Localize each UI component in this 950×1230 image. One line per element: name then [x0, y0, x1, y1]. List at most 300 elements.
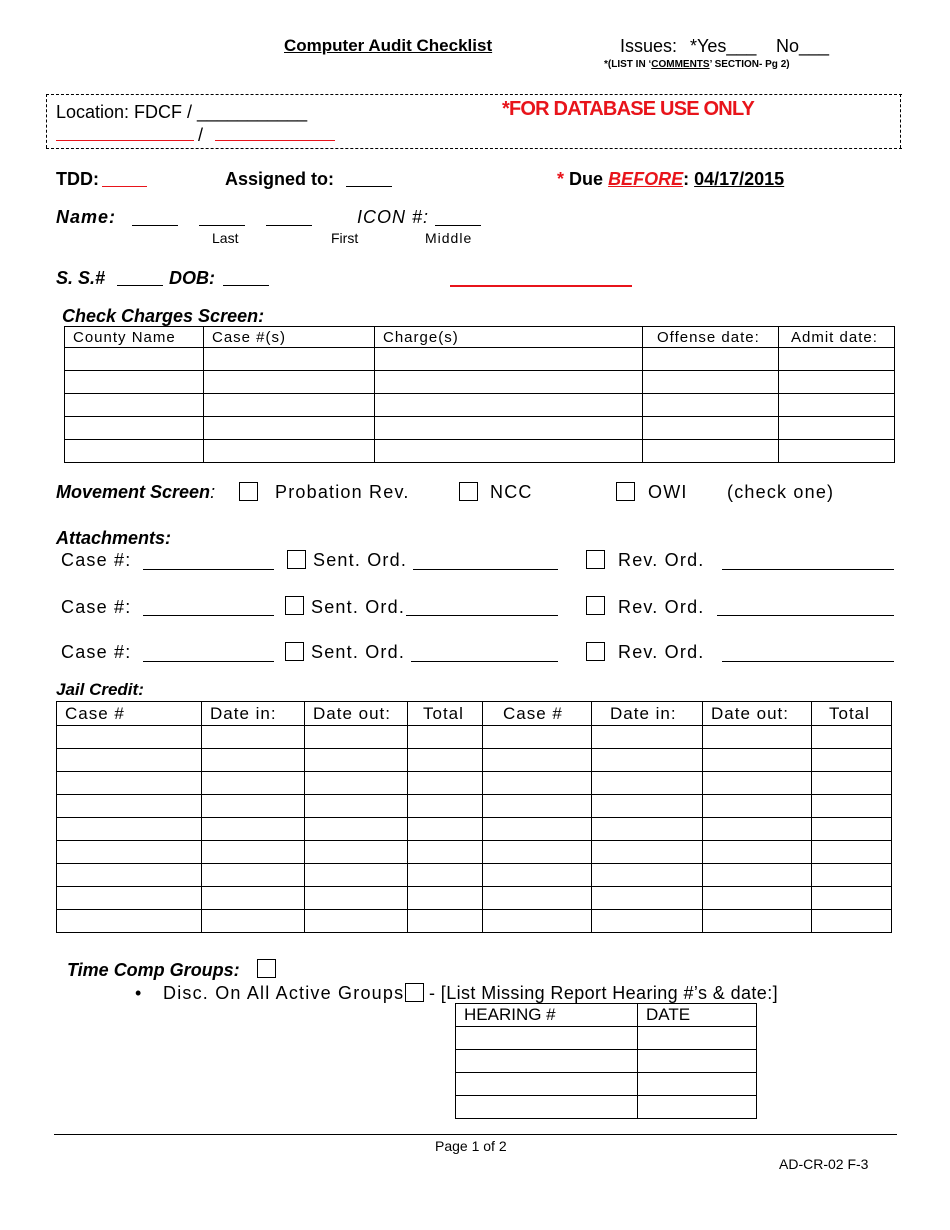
table-cell[interactable] — [375, 440, 643, 463]
table-cell-input[interactable] — [416, 865, 474, 885]
jail-credit-row — [57, 841, 892, 864]
due-label: Due — [569, 169, 604, 189]
table-cell-input[interactable] — [787, 349, 886, 369]
table-cell[interactable] — [703, 795, 812, 818]
table-cell-input[interactable] — [711, 911, 803, 931]
table-cell[interactable] — [202, 772, 305, 795]
table-cell-input[interactable] — [416, 727, 474, 747]
time-comp-checkbox[interactable] — [257, 959, 276, 978]
attachment-sent-label: Sent. Ord. — [313, 550, 408, 570]
table-cell-input[interactable] — [711, 819, 803, 839]
table-cell-input[interactable] — [491, 842, 583, 862]
table-cell[interactable] — [592, 910, 703, 933]
table-cell-input[interactable] — [416, 796, 474, 816]
red-signature-blank[interactable] — [450, 285, 632, 287]
table-cell[interactable] — [703, 910, 812, 933]
table-cell-input[interactable] — [651, 418, 770, 438]
table-cell-input[interactable] — [651, 441, 770, 461]
table-cell[interactable] — [456, 1073, 638, 1096]
table-cell-input[interactable] — [73, 418, 195, 438]
table-cell-input[interactable] — [73, 395, 195, 415]
table-cell[interactable] — [643, 371, 779, 394]
tdd-label: TDD: — [56, 169, 99, 189]
table-cell[interactable] — [202, 749, 305, 772]
table-cell-input[interactable] — [313, 773, 399, 793]
table-cell[interactable] — [483, 910, 592, 933]
movement-probation-checkbox[interactable] — [239, 482, 258, 501]
table-cell[interactable] — [375, 371, 643, 394]
table-cell-input[interactable] — [313, 750, 399, 770]
table-cell-input[interactable] — [820, 773, 883, 793]
table-cell-input[interactable] — [210, 727, 296, 747]
table-cell[interactable] — [65, 371, 204, 394]
page-number: Page 1 of 2 — [435, 1138, 507, 1154]
table-cell-input[interactable] — [65, 865, 193, 885]
attachment-sent-checkbox[interactable] — [285, 596, 304, 615]
time-comp-title: Time Comp Groups: — [67, 960, 240, 980]
table-cell-input[interactable] — [383, 418, 634, 438]
table-cell-input[interactable] — [491, 865, 583, 885]
movement-probation-label: Probation Rev. — [275, 482, 410, 502]
table-cell-input[interactable] — [464, 1051, 629, 1071]
table-cell[interactable] — [408, 841, 483, 864]
table-cell[interactable] — [638, 1073, 757, 1096]
table-cell-input[interactable] — [651, 349, 770, 369]
table-cell[interactable] — [305, 818, 408, 841]
table-cell-input[interactable] — [787, 395, 886, 415]
attachment-sent-checkbox[interactable] — [287, 550, 306, 569]
ssn-label: S. S.# — [56, 268, 106, 288]
table-cell-input[interactable] — [210, 796, 296, 816]
table-cell[interactable] — [204, 348, 375, 371]
issues-yes[interactable]: *Yes___ — [690, 36, 757, 56]
location-red-blank-2[interactable] — [215, 140, 335, 141]
table-cell-input[interactable] — [73, 441, 195, 461]
table-cell-input[interactable] — [646, 1028, 748, 1048]
attachment-rev-blank[interactable] — [722, 661, 894, 662]
charges-row — [65, 394, 895, 417]
attachment-sent-label: Sent. Ord. — [311, 642, 406, 662]
table-cell-input[interactable] — [212, 372, 366, 392]
location-red-blank-1[interactable] — [56, 140, 194, 141]
jail-credit-row — [57, 887, 892, 910]
table-cell-input[interactable] — [651, 395, 770, 415]
table-cell[interactable] — [812, 864, 892, 887]
table-cell[interactable] — [812, 910, 892, 933]
table-cell-input[interactable] — [73, 372, 195, 392]
table-cell[interactable] — [202, 910, 305, 933]
table-cell-input[interactable] — [313, 865, 399, 885]
hearing-row — [456, 1050, 757, 1073]
table-cell[interactable] — [57, 818, 202, 841]
table-cell-input[interactable] — [711, 727, 803, 747]
table-cell-input[interactable] — [210, 842, 296, 862]
table-cell-input[interactable] — [210, 750, 296, 770]
table-cell-input[interactable] — [210, 888, 296, 908]
table-cell-input[interactable] — [383, 395, 634, 415]
table-cell-input[interactable] — [646, 1074, 748, 1094]
attachment-sent-blank[interactable] — [406, 615, 558, 616]
jail-header-date-out-1: Date out: — [305, 702, 408, 726]
table-cell-input[interactable] — [65, 773, 193, 793]
table-cell-input[interactable] — [600, 819, 694, 839]
attachment-case-label: Case #: — [61, 597, 132, 617]
table-cell-input[interactable] — [600, 911, 694, 931]
jail-credit-row — [57, 772, 892, 795]
table-cell[interactable] — [703, 841, 812, 864]
table-cell[interactable] — [57, 749, 202, 772]
table-cell-input[interactable] — [646, 1051, 748, 1071]
table-cell-input[interactable] — [210, 819, 296, 839]
jail-header-date-in-2: Date in: — [592, 702, 703, 726]
table-cell-input[interactable] — [646, 1097, 748, 1117]
table-cell[interactable] — [57, 887, 202, 910]
table-cell[interactable] — [204, 394, 375, 417]
table-cell-input[interactable] — [65, 796, 193, 816]
jail-credit-header-row — [57, 702, 892, 726]
movement-owi-checkbox[interactable] — [616, 482, 635, 501]
table-cell-input[interactable] — [820, 865, 883, 885]
dob-blank[interactable] — [223, 285, 269, 286]
table-cell[interactable] — [456, 1096, 638, 1119]
jail-credit-row — [57, 910, 892, 933]
table-cell-input[interactable] — [491, 773, 583, 793]
table-cell[interactable] — [592, 749, 703, 772]
table-cell[interactable] — [305, 726, 408, 749]
table-cell[interactable] — [375, 394, 643, 417]
attachment-sent-checkbox[interactable] — [285, 642, 304, 661]
table-cell[interactable] — [305, 772, 408, 795]
table-cell-input[interactable] — [212, 441, 366, 461]
table-cell-input[interactable] — [491, 888, 583, 908]
attachment-rev-blank[interactable] — [717, 615, 894, 616]
attachment-case-blank[interactable] — [143, 569, 274, 570]
table-cell-input[interactable] — [820, 842, 883, 862]
attachment-case-blank[interactable] — [143, 615, 274, 616]
table-cell[interactable] — [812, 887, 892, 910]
table-cell[interactable] — [779, 417, 895, 440]
table-cell-input[interactable] — [416, 911, 474, 931]
table-cell-input[interactable] — [711, 796, 803, 816]
table-cell-input[interactable] — [820, 819, 883, 839]
attachment-rev-checkbox[interactable] — [586, 550, 605, 569]
table-cell[interactable] — [483, 749, 592, 772]
table-cell-input[interactable] — [600, 773, 694, 793]
table-cell-input[interactable] — [416, 842, 474, 862]
table-cell-input[interactable] — [210, 911, 296, 931]
table-cell[interactable] — [202, 887, 305, 910]
table-cell-input[interactable] — [491, 911, 583, 931]
table-cell[interactable] — [812, 749, 892, 772]
table-cell[interactable] — [703, 887, 812, 910]
charges-header-row — [65, 327, 895, 348]
table-cell[interactable] — [57, 864, 202, 887]
table-cell[interactable] — [204, 371, 375, 394]
table-cell-input[interactable] — [416, 819, 474, 839]
table-cell[interactable] — [638, 1096, 757, 1119]
table-cell-input[interactable] — [313, 727, 399, 747]
jail-credit-row — [57, 726, 892, 749]
attachment-sent-blank[interactable] — [411, 661, 558, 662]
table-cell[interactable] — [643, 394, 779, 417]
table-cell[interactable] — [57, 772, 202, 795]
name-first-blank[interactable] — [199, 225, 245, 226]
table-cell[interactable] — [456, 1050, 638, 1073]
table-cell[interactable] — [305, 749, 408, 772]
table-cell[interactable] — [483, 772, 592, 795]
table-cell-input[interactable] — [820, 727, 883, 747]
hearing-header-row — [456, 1004, 757, 1027]
table-cell[interactable] — [202, 726, 305, 749]
table-cell-input[interactable] — [383, 441, 634, 461]
table-cell[interactable] — [703, 726, 812, 749]
table-cell[interactable] — [65, 394, 204, 417]
table-cell[interactable] — [703, 772, 812, 795]
footer-divider — [54, 1134, 897, 1135]
table-cell[interactable] — [408, 726, 483, 749]
icon-number-blank[interactable] — [435, 225, 481, 226]
table-cell-input[interactable] — [711, 842, 803, 862]
table-cell[interactable] — [202, 795, 305, 818]
table-cell-input[interactable] — [711, 865, 803, 885]
table-cell[interactable] — [305, 841, 408, 864]
name-last-blank[interactable] — [132, 225, 178, 226]
middle-caption: Middle — [425, 230, 473, 246]
table-cell[interactable] — [408, 887, 483, 910]
hearing-row — [456, 1027, 757, 1050]
disc-active-groups-checkbox[interactable] — [405, 983, 424, 1002]
table-cell-input[interactable] — [820, 911, 883, 931]
table-cell-input[interactable] — [491, 796, 583, 816]
note-prefix: *(LIST IN ‘ — [604, 59, 652, 70]
table-cell-input[interactable] — [711, 773, 803, 793]
table-cell[interactable] — [592, 864, 703, 887]
jail-credit-table — [56, 701, 892, 933]
form-code: AD-CR-02 F-3 — [779, 1156, 869, 1172]
table-cell[interactable] — [483, 841, 592, 864]
charges-header-county: County Name — [65, 327, 204, 348]
table-cell-input[interactable] — [711, 888, 803, 908]
assigned-label: Assigned to: — [225, 169, 335, 189]
location-slash: / — [198, 125, 204, 145]
attachment-rev-blank[interactable] — [722, 569, 894, 570]
movement-label-wrap — [56, 482, 215, 503]
table-cell[interactable] — [202, 841, 305, 864]
table-cell[interactable] — [812, 841, 892, 864]
table-cell[interactable] — [204, 417, 375, 440]
name-middle-blank[interactable] — [266, 225, 312, 226]
table-cell-input[interactable] — [651, 372, 770, 392]
table-cell-input[interactable] — [65, 911, 193, 931]
table-cell-input[interactable] — [600, 796, 694, 816]
table-cell-input[interactable] — [464, 1028, 629, 1048]
table-cell-input[interactable] — [491, 727, 583, 747]
jail-credit-row — [57, 864, 892, 887]
table-cell[interactable] — [483, 726, 592, 749]
table-cell-input[interactable] — [491, 819, 583, 839]
table-cell-input[interactable] — [313, 911, 399, 931]
table-cell[interactable] — [202, 864, 305, 887]
due-row — [557, 169, 784, 190]
table-cell-input[interactable] — [313, 819, 399, 839]
table-cell[interactable] — [483, 818, 592, 841]
movement-note: (check one) — [727, 482, 835, 502]
bullet-icon: • — [135, 983, 142, 1003]
table-cell[interactable] — [375, 417, 643, 440]
table-cell[interactable] — [408, 818, 483, 841]
table-cell[interactable] — [779, 371, 895, 394]
table-cell-input[interactable] — [600, 750, 694, 770]
table-cell-input[interactable] — [820, 888, 883, 908]
attachment-rev-checkbox[interactable] — [586, 642, 605, 661]
table-cell[interactable] — [812, 726, 892, 749]
table-cell[interactable] — [408, 772, 483, 795]
table-cell[interactable] — [638, 1050, 757, 1073]
table-cell[interactable] — [456, 1027, 638, 1050]
table-cell-input[interactable] — [711, 750, 803, 770]
table-cell[interactable] — [703, 864, 812, 887]
jail-credit-row — [57, 795, 892, 818]
attachment-rev-checkbox[interactable] — [586, 596, 605, 615]
charges-header-charges: Charge(s) — [375, 327, 643, 348]
table-cell[interactable] — [65, 348, 204, 371]
due-before: BEFORE — [608, 169, 684, 189]
table-cell[interactable] — [592, 887, 703, 910]
table-cell-input[interactable] — [787, 441, 886, 461]
table-cell[interactable] — [305, 887, 408, 910]
table-cell[interactable] — [592, 841, 703, 864]
table-cell[interactable] — [57, 795, 202, 818]
table-cell-input[interactable] — [65, 750, 193, 770]
table-cell-input[interactable] — [600, 888, 694, 908]
table-cell[interactable] — [592, 772, 703, 795]
table-cell-input[interactable] — [464, 1097, 629, 1117]
table-cell-input[interactable] — [464, 1074, 629, 1094]
table-cell-input[interactable] — [820, 750, 883, 770]
icon-number-label: ICON #: — [357, 207, 430, 227]
attachment-sent-label: Sent. Ord. — [311, 597, 406, 617]
ssn-blank[interactable] — [117, 285, 163, 286]
table-cell-input[interactable] — [820, 796, 883, 816]
table-cell[interactable] — [643, 348, 779, 371]
table-cell[interactable] — [408, 864, 483, 887]
table-cell[interactable] — [638, 1027, 757, 1050]
table-cell-input[interactable] — [65, 819, 193, 839]
table-cell-input[interactable] — [73, 349, 195, 369]
table-cell-input[interactable] — [416, 750, 474, 770]
table-cell-input[interactable] — [313, 888, 399, 908]
assigned-blank[interactable] — [346, 186, 392, 187]
table-cell[interactable] — [204, 440, 375, 463]
table-cell-input[interactable] — [65, 842, 193, 862]
attachment-case-blank[interactable] — [143, 661, 274, 662]
table-cell-input[interactable] — [600, 727, 694, 747]
table-cell[interactable] — [483, 795, 592, 818]
table-cell[interactable] — [408, 749, 483, 772]
table-cell[interactable] — [812, 772, 892, 795]
table-cell-input[interactable] — [600, 865, 694, 885]
table-cell[interactable] — [592, 818, 703, 841]
attachment-rev-label: Rev. Ord. — [618, 550, 705, 570]
jail-header-date-in-1: Date in: — [202, 702, 305, 726]
table-cell[interactable] — [592, 726, 703, 749]
table-cell[interactable] — [305, 864, 408, 887]
table-cell-input[interactable] — [787, 372, 886, 392]
table-cell-input[interactable] — [210, 773, 296, 793]
table-cell-input[interactable] — [600, 842, 694, 862]
table-cell[interactable] — [57, 841, 202, 864]
table-cell-input[interactable] — [65, 888, 193, 908]
location-label: Location: FDCF / ___________ — [56, 102, 308, 122]
table-cell[interactable] — [703, 749, 812, 772]
table-cell-input[interactable] — [212, 395, 366, 415]
missing-report-note: - [List Missing Report Hearing #’s & date:] — [429, 983, 779, 1003]
table-cell[interactable] — [483, 864, 592, 887]
table-cell[interactable] — [779, 348, 895, 371]
table-cell-input[interactable] — [383, 349, 634, 369]
table-cell[interactable] — [779, 440, 895, 463]
table-cell-input[interactable] — [212, 349, 366, 369]
attachment-case-label: Case #: — [61, 642, 132, 662]
table-cell[interactable] — [703, 818, 812, 841]
hearing-row — [456, 1073, 757, 1096]
note-suffix: ’ SECTION- Pg 2) — [709, 59, 790, 70]
table-cell[interactable] — [592, 795, 703, 818]
table-cell[interactable] — [643, 440, 779, 463]
table-cell-input[interactable] — [383, 372, 634, 392]
attachment-sent-blank[interactable] — [413, 569, 558, 570]
table-cell-input[interactable] — [313, 842, 399, 862]
table-cell-input[interactable] — [491, 750, 583, 770]
issues-note — [604, 59, 790, 70]
table-cell[interactable] — [483, 887, 592, 910]
due-star: * — [557, 169, 565, 189]
table-cell[interactable] — [812, 795, 892, 818]
table-cell[interactable] — [375, 348, 643, 371]
movement-ncc-checkbox[interactable] — [459, 482, 478, 501]
table-cell[interactable] — [57, 910, 202, 933]
table-cell[interactable] — [305, 795, 408, 818]
table-cell[interactable] — [305, 910, 408, 933]
hearing-header-date: DATE — [638, 1004, 757, 1027]
table-cell-input[interactable] — [787, 418, 886, 438]
table-cell[interactable] — [65, 417, 204, 440]
charges-table — [64, 326, 895, 463]
jail-header-total-2: Total — [812, 702, 892, 726]
table-cell-input[interactable] — [65, 727, 193, 747]
issues-label: Issues: — [620, 36, 678, 56]
table-cell[interactable] — [643, 417, 779, 440]
table-cell-input[interactable] — [313, 796, 399, 816]
table-cell[interactable] — [202, 818, 305, 841]
table-cell[interactable] — [408, 795, 483, 818]
table-cell-input[interactable] — [212, 418, 366, 438]
table-cell[interactable] — [57, 726, 202, 749]
table-cell-input[interactable] — [416, 888, 474, 908]
tdd-blank[interactable] — [102, 186, 147, 187]
issues-no[interactable]: No___ — [776, 36, 830, 56]
movement-ncc-label: NCC — [490, 482, 533, 502]
table-cell[interactable] — [812, 818, 892, 841]
table-cell-input[interactable] — [210, 865, 296, 885]
table-cell[interactable] — [779, 394, 895, 417]
jail-credit-title: Jail Credit: — [56, 680, 144, 699]
table-cell-input[interactable] — [416, 773, 474, 793]
table-cell[interactable] — [65, 440, 204, 463]
jail-credit-row — [57, 818, 892, 841]
attachment-case-label: Case #: — [61, 550, 132, 570]
table-cell[interactable] — [408, 910, 483, 933]
